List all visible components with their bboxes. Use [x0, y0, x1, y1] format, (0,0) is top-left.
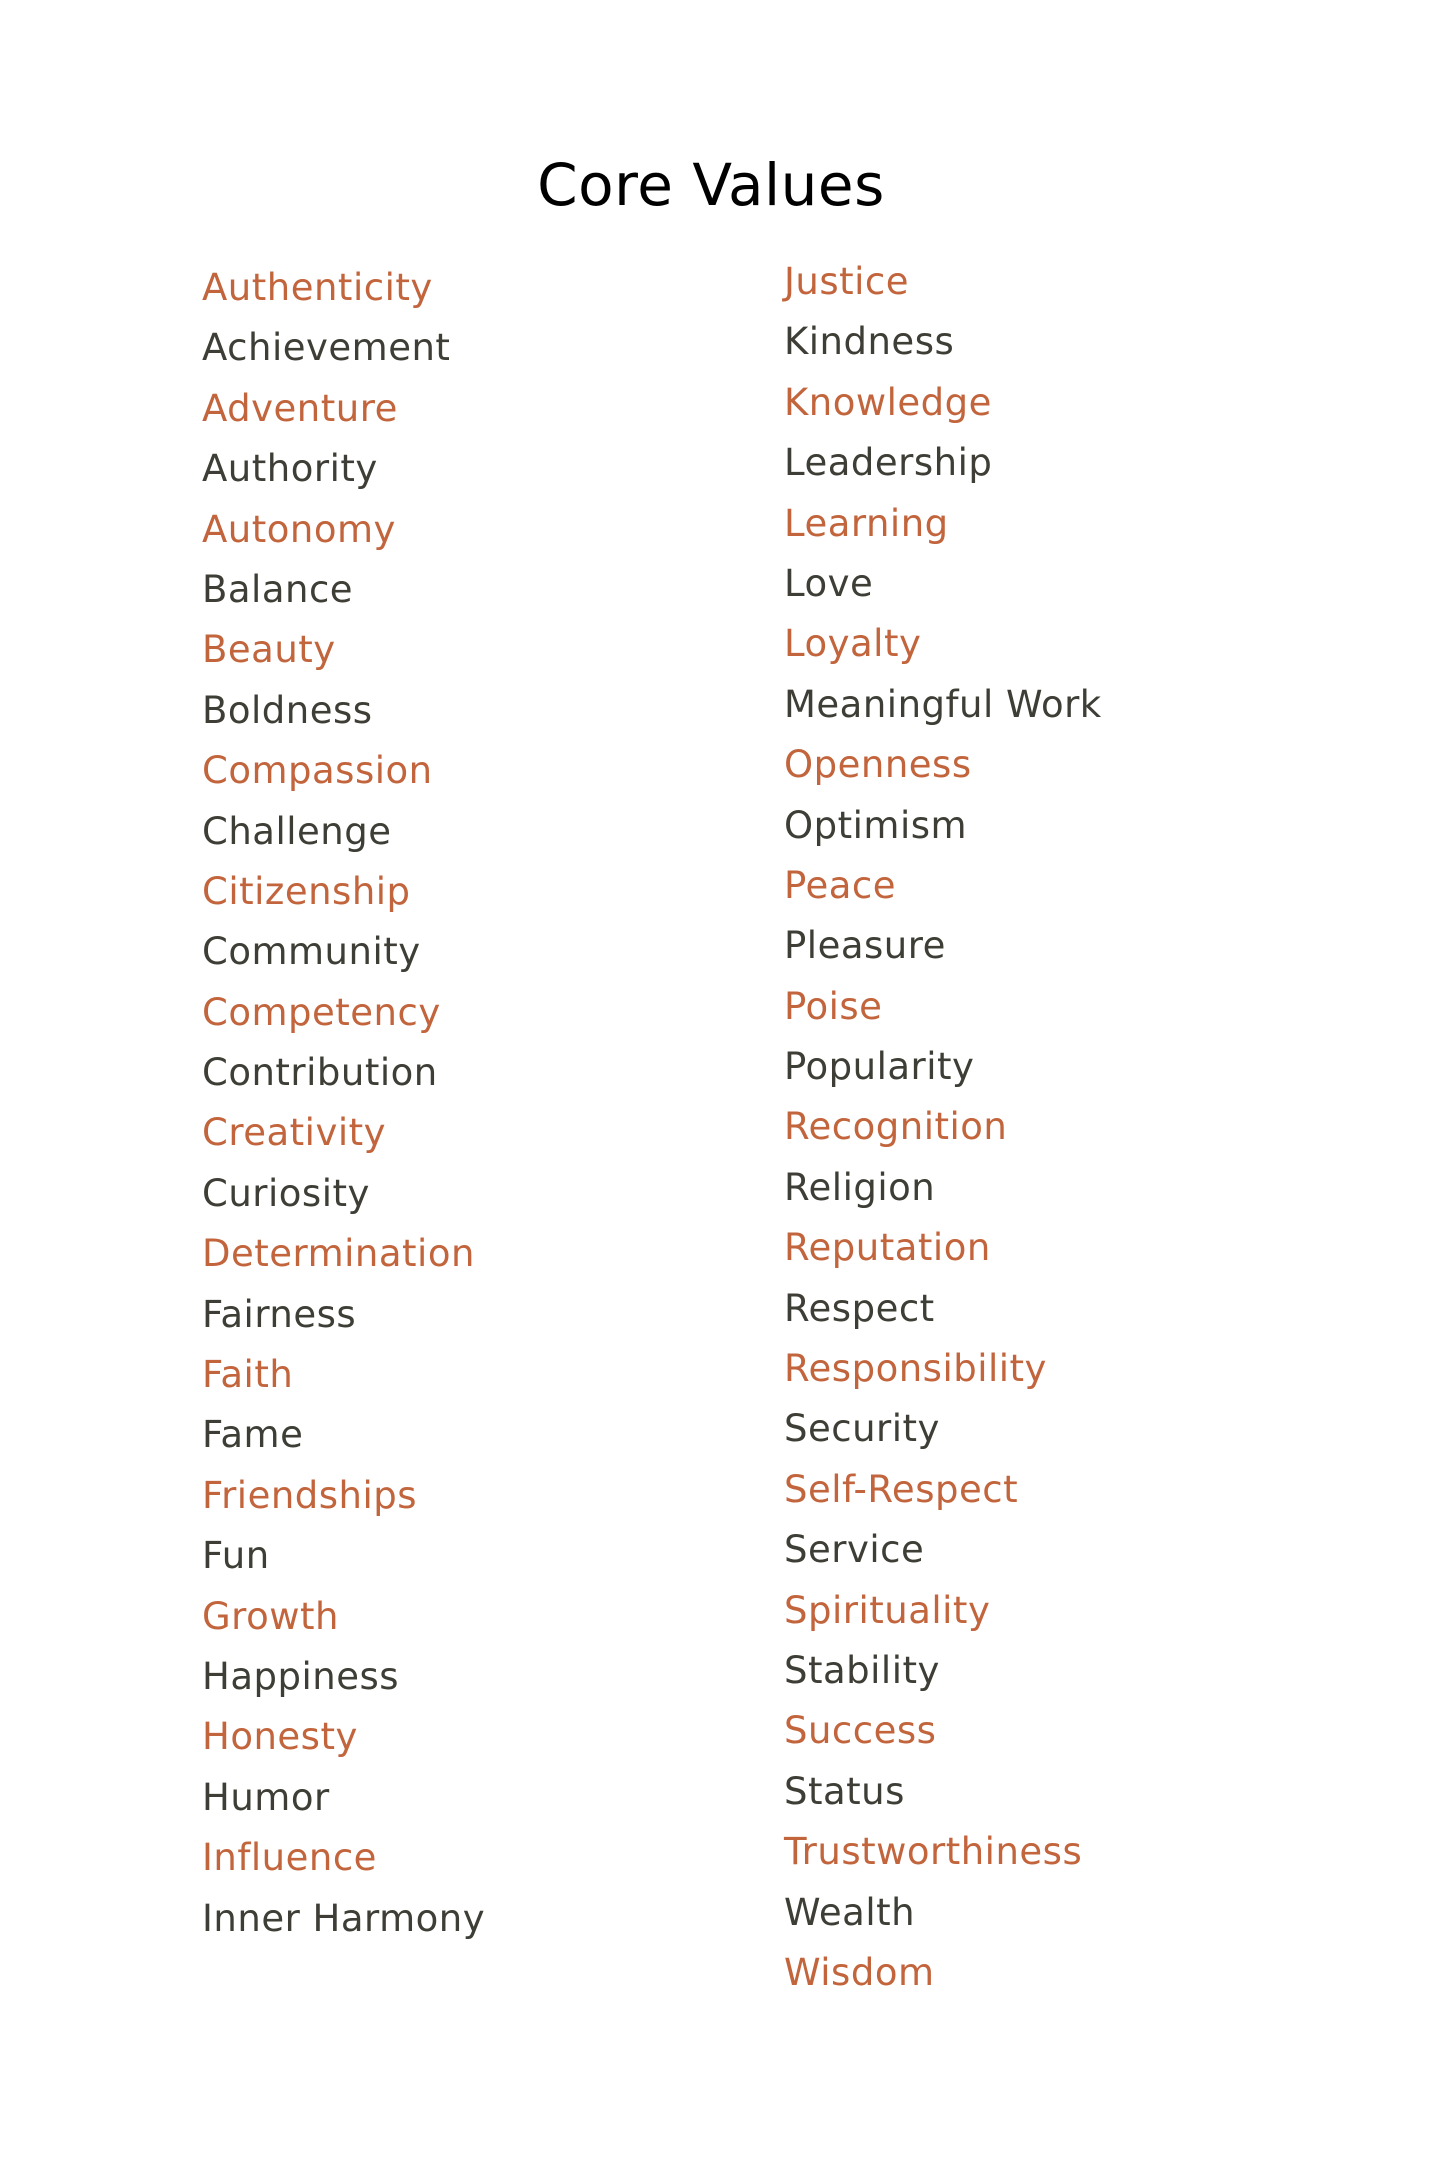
value-item: Knowledge — [784, 380, 992, 424]
value-item: Authenticity — [202, 266, 433, 309]
value-item: Love — [784, 561, 874, 605]
value-item: Wealth — [784, 1890, 916, 1934]
value-item: Community — [202, 930, 421, 974]
value-item: Responsibility — [784, 1347, 1047, 1391]
value-item: Influence — [202, 1836, 377, 1880]
value-item: Wisdom — [784, 1950, 935, 1994]
value-item: Self-Respect — [784, 1467, 1019, 1511]
value-item: Service — [784, 1528, 925, 1572]
value-item: Achievement — [202, 326, 451, 370]
value-item: Adventure — [202, 386, 398, 430]
value-item: Fairness — [202, 1292, 357, 1336]
value-item: Compassion — [202, 749, 433, 793]
value-item: Contribution — [202, 1051, 438, 1095]
value-item: Inner Harmony — [202, 1896, 486, 1940]
value-item: Fun — [202, 1534, 270, 1578]
value-item: Leadership — [784, 441, 993, 485]
value-item: Success — [784, 1709, 937, 1753]
value-item: Authority — [202, 447, 378, 491]
value-item: Openness — [784, 743, 972, 787]
value-item: Honesty — [202, 1715, 358, 1759]
value-item: Peace — [784, 863, 897, 907]
value-item: Creativity — [202, 1111, 387, 1155]
values-list-right — [784, 252, 1102, 2003]
value-item: Friendships — [202, 1473, 418, 1517]
value-item: Poise — [784, 984, 883, 1028]
value-item: Balance — [202, 567, 354, 611]
value-item: Determination — [202, 1232, 475, 1276]
value-item: Loyalty — [784, 622, 922, 666]
value-item: Optimism — [784, 803, 968, 847]
value-item: Fame — [202, 1413, 304, 1457]
value-item: Respect — [784, 1286, 935, 1330]
value-item: Justice — [784, 260, 910, 303]
value-item: Growth — [202, 1594, 339, 1638]
value-item: Meaningful Work — [784, 682, 1102, 726]
value-item: Curiosity — [202, 1171, 370, 1215]
value-item: Faith — [202, 1353, 294, 1397]
value-item: Learning — [784, 501, 949, 545]
value-item: Religion — [784, 1165, 936, 1209]
value-item: Citizenship — [202, 869, 411, 913]
value-item: Stability — [784, 1648, 940, 1692]
value-item: Status — [784, 1769, 905, 1813]
value-item: Spirituality — [784, 1588, 991, 1632]
value-item: Boldness — [202, 688, 373, 732]
value-item: Competency — [202, 990, 441, 1034]
value-item: Popularity — [784, 1045, 975, 1089]
value-item: Humor — [202, 1775, 330, 1819]
value-item: Reputation — [784, 1226, 991, 1270]
value-item: Autonomy — [202, 507, 396, 551]
value-item: Challenge — [202, 809, 392, 853]
values-list-left — [202, 258, 485, 1949]
value-item: Pleasure — [784, 924, 946, 968]
value-item: Security — [784, 1407, 940, 1451]
value-item: Kindness — [784, 320, 955, 364]
page-title: Core Values — [537, 151, 885, 219]
value-item: Recognition — [784, 1105, 1008, 1149]
value-item: Beauty — [202, 628, 336, 672]
value-item: Trustworthiness — [784, 1830, 1083, 1874]
value-item: Happiness — [202, 1654, 400, 1698]
